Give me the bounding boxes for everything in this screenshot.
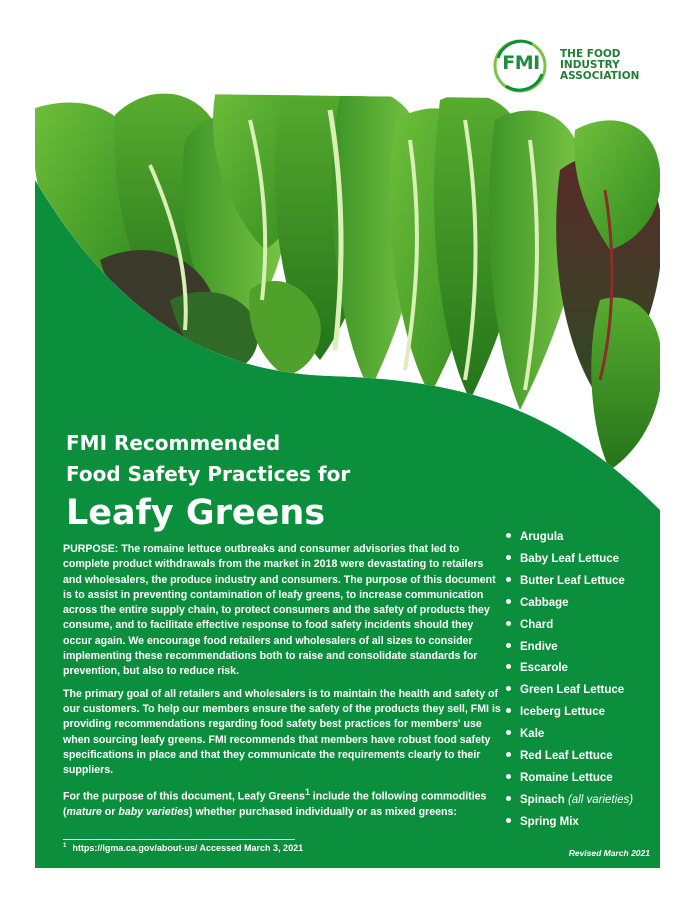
commodity-name: Red Leaf Lettuce <box>520 750 613 763</box>
commodity-name: Spring Mix <box>520 815 579 828</box>
definition-paragraph <box>63 785 501 820</box>
page-title <box>66 428 486 535</box>
purpose-paragraph <box>63 542 501 680</box>
logo-line: ASSOCIATION <box>560 70 640 82</box>
purpose-label: PURPOSE: <box>63 543 119 555</box>
bullet-icon <box>506 664 511 669</box>
logo-line: THE FOOD <box>560 48 621 60</box>
bullet-icon <box>506 599 511 604</box>
commodity-note: (all varieties) <box>567 793 634 806</box>
commodity-name: Iceberg Lettuce <box>520 706 605 719</box>
bullet-icon <box>506 555 511 560</box>
footnote-text: https://lgma.ca.gov/about-us/ Accessed March 3, 2021 <box>72 843 304 853</box>
logo-mark: FMI <box>502 52 540 74</box>
list-item <box>506 593 676 615</box>
list-item <box>506 702 676 724</box>
bullet-icon <box>506 686 511 691</box>
list-item <box>506 746 676 768</box>
commodity-list <box>506 527 676 834</box>
title-line: FMI Recommended <box>66 431 281 455</box>
bullet-icon <box>506 818 511 823</box>
bullet-icon <box>506 621 511 626</box>
commodity-name: Butter Leaf Lettuce <box>520 574 625 587</box>
commodity-name: Spinach <box>520 793 565 806</box>
commodity-name: Cabbage <box>520 596 569 609</box>
bullet-icon <box>506 708 511 713</box>
bullet-icon <box>506 577 511 582</box>
bullet-icon <box>506 643 511 648</box>
definition-text: For the purpose of this document, Leafy Greens <box>63 790 305 803</box>
definition-emphasis: mature <box>66 806 102 819</box>
definition-text: include the following commodities ( <box>63 790 487 819</box>
commodity-name: Baby Leaf Lettuce <box>520 552 620 565</box>
commodity-name: Chard <box>520 618 554 631</box>
list-item <box>506 658 676 680</box>
commodity-name: Romaine Lettuce <box>520 771 613 784</box>
list-item <box>506 527 676 549</box>
bullet-icon <box>506 533 511 538</box>
list-item <box>506 724 676 746</box>
list-item <box>506 790 676 812</box>
footnote <box>63 843 463 853</box>
purpose-text: The romaine lettuce outbreaks and consumer advisories that led to complete product withdrawals from the market in 2018 were devastating to retailers and wholesalers, the produce industry and consumers. The purpose of this document is to assist in preventing contamination of leafy greens, to increase communication across the entire supply chain, to protect consumers and the safety of products they consume, and to facilitate effective response to food safety incidents should they occur again. We encourage food retailers and wholesalers of all sizes to consider implementing these recommendations both to raise and consolidate standards for prevention, but also to reduce risk. <box>63 543 496 678</box>
bullet-icon <box>506 752 511 757</box>
goal-paragraph: The primary goal of all retailers and wholesalers is to maintain the health and safety of our customers. To help our members ensure the safety of the products they sell, FMI is providing recommendations regarding food safety best practices for members' use when sourcing leafy greens. FMI recommends that members have robust food safety specifications in place and that they communicate the requirements clearly to their suppliers. <box>63 687 501 777</box>
logo-line: INDUSTRY <box>560 59 620 71</box>
definition-text: ) whether purchased individually or as mixed greens: <box>189 806 457 819</box>
footnote-marker: 1 <box>63 843 67 849</box>
list-item <box>506 680 676 702</box>
commodity-name: Kale <box>520 728 545 741</box>
commodity-name: Green Leaf Lettuce <box>520 684 625 697</box>
list-item <box>506 768 676 790</box>
bullet-icon <box>506 796 511 801</box>
body-text <box>63 542 501 828</box>
bullet-icon <box>506 774 511 779</box>
commodity-name: Escarole <box>520 662 568 675</box>
title-line: Food Safety Practices for <box>66 462 351 486</box>
list-item <box>506 615 676 637</box>
footnote-ref: 1 <box>304 787 310 798</box>
footnote-divider <box>63 839 295 840</box>
bullet-icon <box>506 730 511 735</box>
list-item <box>506 812 676 834</box>
commodity-name: Arugula <box>520 531 564 543</box>
fmi-logo <box>492 38 662 98</box>
revision-date: Revised March 2021 <box>568 848 650 858</box>
list-item <box>506 571 676 593</box>
list-item <box>506 549 676 571</box>
list-item <box>506 637 676 659</box>
commodity-name: Endive <box>520 640 558 653</box>
logo-wordmark <box>560 49 660 82</box>
definition-emphasis: baby varieties <box>118 806 190 819</box>
title-main: Leafy Greens <box>66 493 326 533</box>
definition-text: or <box>101 806 119 819</box>
